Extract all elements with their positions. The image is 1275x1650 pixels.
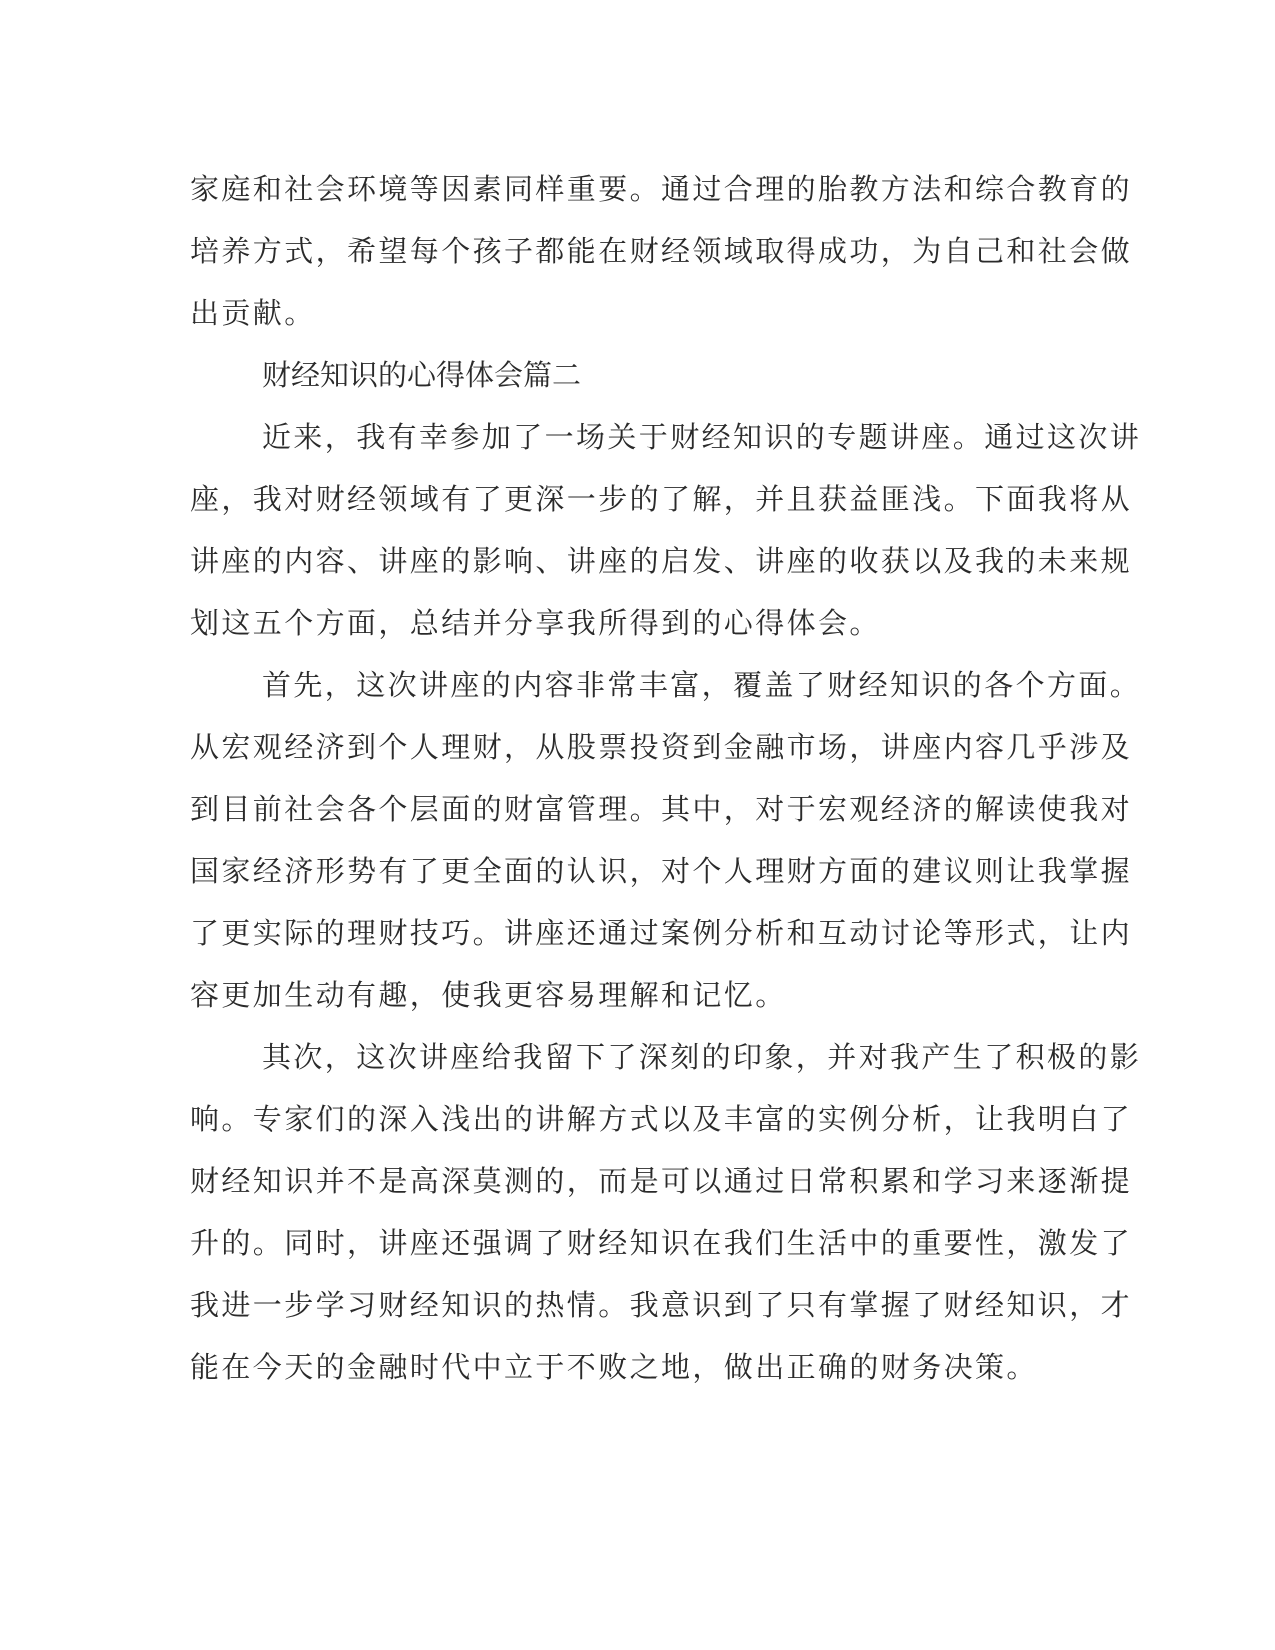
paragraph-first: [190, 654, 1142, 1026]
text-line: 近来，我有幸参加了一场关于财经知识的专题讲座。通过这次讲: [262, 420, 1142, 454]
text-line: 其次，这次讲座给我留下了深刻的印象，并对我产生了积极的影: [262, 1040, 1142, 1074]
text-line: 能在今天的金融时代中立于不败之地，做出正确的财务决策。: [190, 1350, 1038, 1384]
section-heading: [190, 344, 1080, 406]
text-line: 家庭和社会环境等因素同样重要。通过合理的胎教方法和综合教育的: [190, 172, 1133, 206]
text-line: 国家经济形势有了更全面的认识，对个人理财方面的建议则让我掌握: [190, 854, 1133, 888]
text-line: 培养方式，希望每个孩子都能在财经领域取得成功，为自己和社会做: [190, 234, 1133, 268]
paragraph-continuation: [190, 158, 1133, 344]
paragraph-intro: [190, 406, 1142, 654]
text-line: 升的。同时，讲座还强调了财经知识在我们生活中的重要性，激发了: [190, 1226, 1133, 1260]
heading-line: 财经知识的心得体会篇二: [262, 358, 582, 392]
text-line: 了更实际的理财技巧。讲座还通过案例分析和互动讨论等形式，让内: [190, 916, 1133, 950]
text-line: 响。专家们的深入浅出的讲解方式以及丰富的实例分析，让我明白了: [190, 1102, 1133, 1136]
text-line: 出贡献。: [190, 296, 316, 330]
text-line: 划这五个方面，总结并分享我所得到的心得体会。: [190, 606, 881, 640]
text-line: 容更加生动有趣，使我更容易理解和记忆。: [190, 978, 787, 1012]
text-line: 到目前社会各个层面的财富管理。其中，对于宏观经济的解读使我对: [190, 792, 1133, 826]
document-body: [190, 158, 1142, 1398]
text-line: 首先，这次讲座的内容非常丰富，覆盖了财经知识的各个方面。: [262, 668, 1142, 702]
text-line: 座，我对财经领域有了更深一步的了解，并且获益匪浅。下面我将从: [190, 482, 1133, 516]
text-line: 我进一步学习财经知识的热情。我意识到了只有掌握了财经知识，才: [190, 1288, 1133, 1322]
text-line: 从宏观经济到个人理财，从股票投资到金融市场，讲座内容几乎涉及: [190, 730, 1133, 764]
paragraph-second: [190, 1026, 1142, 1398]
text-line: 讲座的内容、讲座的影响、讲座的启发、讲座的收获以及我的未来规: [190, 544, 1133, 578]
text-line: 财经知识并不是高深莫测的，而是可以通过日常积累和学习来逐渐提: [190, 1164, 1133, 1198]
